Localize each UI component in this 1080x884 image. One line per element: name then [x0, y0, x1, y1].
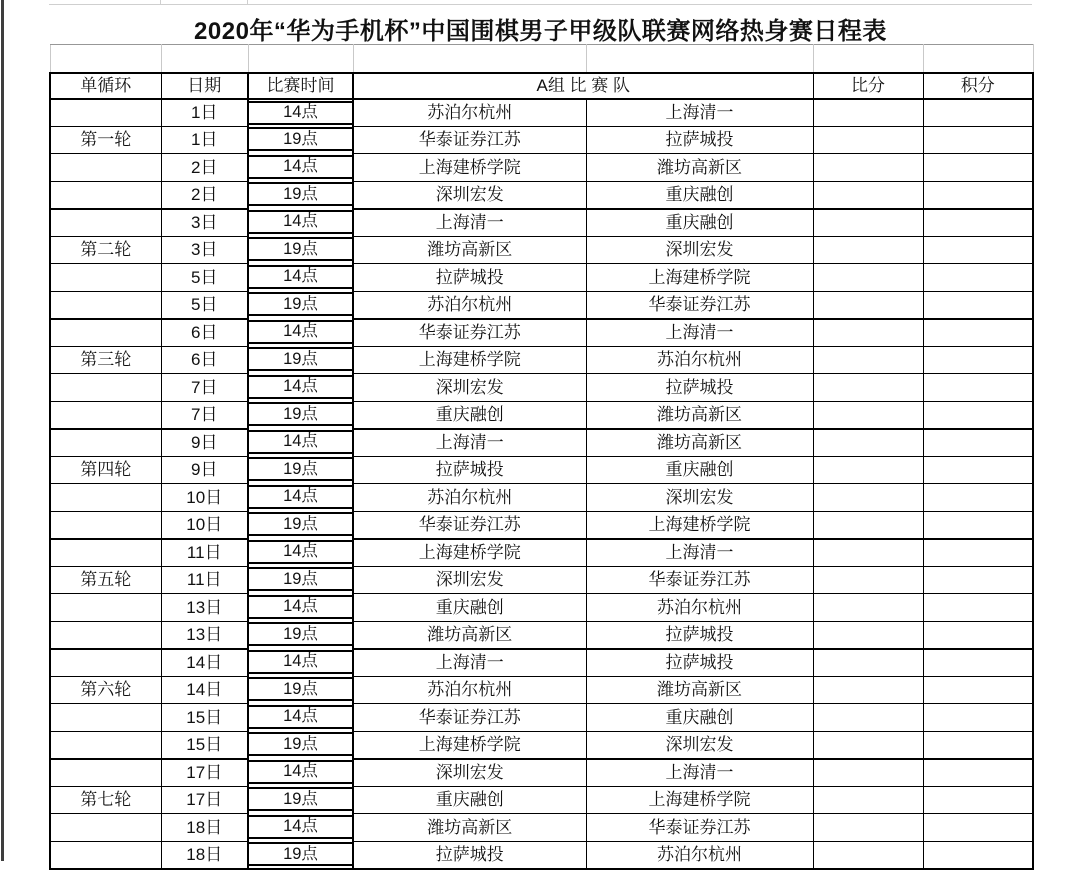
time-value: 14点	[249, 320, 352, 344]
date-cell: 14日	[161, 676, 248, 704]
round-cell	[50, 539, 161, 567]
date-cell: 11日	[161, 566, 248, 594]
points-cell	[923, 566, 1033, 594]
score-cell	[813, 676, 923, 704]
round-cell	[50, 594, 161, 622]
round-cell	[50, 759, 161, 787]
team-b-cell: 深圳宏发	[586, 236, 813, 264]
round-cell	[50, 704, 161, 732]
team-a-cell: 苏泊尔杭州	[353, 99, 586, 127]
time-cell	[248, 621, 353, 649]
table-row	[50, 181, 1033, 209]
team-b-cell: 上海清一	[586, 539, 813, 567]
time-value: 19点	[249, 292, 352, 316]
time-value: 19点	[249, 787, 352, 811]
time-cell	[248, 511, 353, 539]
team-a-cell: 深圳宏发	[353, 374, 586, 402]
team-a-cell: 重庆融创	[353, 786, 586, 814]
score-cell	[813, 759, 923, 787]
date-cell: 1日	[161, 126, 248, 154]
score-cell	[813, 291, 923, 319]
score-cell	[813, 841, 923, 869]
round-cell	[50, 154, 161, 182]
table-row	[50, 319, 1033, 347]
score-cell	[813, 209, 923, 237]
time-cell	[248, 154, 353, 182]
points-cell	[923, 704, 1033, 732]
header-date: 日期	[161, 73, 248, 99]
header-teams: A组 比 赛 队	[353, 73, 813, 99]
time-value: 19点	[249, 567, 352, 591]
table-row	[50, 676, 1033, 704]
date-cell: 5日	[161, 291, 248, 319]
time-value: 19点	[249, 677, 352, 701]
time-cell	[248, 704, 353, 732]
table-row	[50, 401, 1033, 429]
date-cell: 3日	[161, 209, 248, 237]
team-a-cell: 拉萨城投	[353, 456, 586, 484]
date-cell: 15日	[161, 731, 248, 759]
table-row	[50, 236, 1033, 264]
time-cell	[248, 814, 353, 842]
table-row	[50, 264, 1033, 292]
time-cell	[248, 539, 353, 567]
team-a-cell: 重庆融创	[353, 401, 586, 429]
time-value: 14点	[249, 155, 352, 179]
score-cell	[813, 814, 923, 842]
date-cell: 6日	[161, 319, 248, 347]
score-cell	[813, 484, 923, 512]
round-cell: 第五轮	[50, 566, 161, 594]
date-cell: 9日	[161, 456, 248, 484]
spacer-cell	[923, 45, 1033, 73]
table-row	[50, 704, 1033, 732]
score-cell	[813, 154, 923, 182]
table-row	[50, 99, 1033, 127]
top-gridline-remnant	[49, 4, 1032, 5]
time-cell	[248, 209, 353, 237]
date-cell: 2日	[161, 181, 248, 209]
time-cell	[248, 484, 353, 512]
points-cell	[923, 99, 1033, 127]
table-row	[50, 649, 1033, 677]
time-value: 14点	[249, 595, 352, 619]
table-row	[50, 566, 1033, 594]
table-row	[50, 621, 1033, 649]
points-cell	[923, 786, 1033, 814]
team-a-cell: 潍坊高新区	[353, 621, 586, 649]
score-cell	[813, 374, 923, 402]
score-cell	[813, 401, 923, 429]
date-cell: 14日	[161, 649, 248, 677]
spacer-cell	[353, 45, 586, 73]
team-a-cell: 华泰证券江苏	[353, 126, 586, 154]
table-row	[50, 594, 1033, 622]
time-cell	[248, 319, 353, 347]
time-value: 14点	[249, 705, 352, 729]
date-cell: 6日	[161, 346, 248, 374]
time-value: 19点	[249, 127, 352, 151]
time-value: 14点	[249, 430, 352, 454]
round-cell	[50, 291, 161, 319]
time-value: 14点	[249, 540, 352, 564]
score-cell	[813, 704, 923, 732]
team-b-cell: 上海清一	[586, 319, 813, 347]
points-cell	[923, 291, 1033, 319]
time-value: 14点	[249, 375, 352, 399]
table-row	[50, 291, 1033, 319]
score-cell	[813, 346, 923, 374]
time-cell	[248, 236, 353, 264]
time-value: 14点	[249, 210, 352, 234]
date-cell: 10日	[161, 484, 248, 512]
team-b-cell: 潍坊高新区	[586, 154, 813, 182]
table-row	[50, 814, 1033, 842]
team-a-cell: 华泰证券江苏	[353, 704, 586, 732]
date-cell: 9日	[161, 429, 248, 457]
round-cell	[50, 841, 161, 869]
team-b-cell: 华泰证券江苏	[586, 291, 813, 319]
score-cell	[813, 456, 923, 484]
team-a-cell: 深圳宏发	[353, 759, 586, 787]
time-cell	[248, 429, 353, 457]
date-cell: 7日	[161, 374, 248, 402]
team-b-cell: 深圳宏发	[586, 484, 813, 512]
spacer-cell	[813, 45, 923, 73]
table-row	[50, 209, 1033, 237]
score-cell	[813, 126, 923, 154]
time-value: 14点	[249, 265, 352, 289]
gridline-tick	[247, 0, 248, 5]
header-time: 比赛时间	[248, 73, 353, 99]
round-cell: 第一轮	[50, 126, 161, 154]
team-a-cell: 上海建桥学院	[353, 731, 586, 759]
table-row	[50, 759, 1033, 787]
team-b-cell: 上海清一	[586, 759, 813, 787]
points-cell	[923, 456, 1033, 484]
time-value: 19点	[249, 622, 352, 646]
date-cell: 11日	[161, 539, 248, 567]
points-cell	[923, 154, 1033, 182]
round-cell	[50, 814, 161, 842]
time-cell	[248, 676, 353, 704]
header-row	[50, 73, 1033, 99]
time-cell	[248, 594, 353, 622]
team-a-cell: 苏泊尔杭州	[353, 291, 586, 319]
date-cell: 3日	[161, 236, 248, 264]
schedule-table	[49, 44, 1034, 870]
spacer-cell	[586, 45, 813, 73]
round-cell	[50, 429, 161, 457]
points-cell	[923, 841, 1033, 869]
team-b-cell: 苏泊尔杭州	[586, 594, 813, 622]
time-cell	[248, 126, 353, 154]
time-value: 14点	[249, 760, 352, 784]
time-cell	[248, 566, 353, 594]
time-value: 19点	[249, 347, 352, 371]
date-cell: 17日	[161, 759, 248, 787]
points-cell	[923, 814, 1033, 842]
team-a-cell: 拉萨城投	[353, 841, 586, 869]
points-cell	[923, 759, 1033, 787]
time-cell	[248, 181, 353, 209]
score-cell	[813, 731, 923, 759]
points-cell	[923, 539, 1033, 567]
time-cell	[248, 649, 353, 677]
time-cell	[248, 291, 353, 319]
round-cell	[50, 621, 161, 649]
team-a-cell: 上海清一	[353, 649, 586, 677]
table-row	[50, 456, 1033, 484]
round-cell: 第六轮	[50, 676, 161, 704]
score-cell	[813, 621, 923, 649]
team-b-cell: 上海建桥学院	[586, 264, 813, 292]
round-cell	[50, 181, 161, 209]
table-row	[50, 511, 1033, 539]
time-value: 19点	[249, 512, 352, 536]
round-cell	[50, 319, 161, 347]
spacer-cell	[248, 45, 353, 73]
page-title: 2020年“华为手机杯”中国围棋男子甲级队联赛网络热身赛日程表	[194, 18, 887, 45]
date-cell: 18日	[161, 814, 248, 842]
points-cell	[923, 126, 1033, 154]
team-a-cell: 华泰证券江苏	[353, 511, 586, 539]
round-cell: 第二轮	[50, 236, 161, 264]
team-b-cell: 拉萨城投	[586, 374, 813, 402]
table-row	[50, 731, 1033, 759]
round-cell	[50, 99, 161, 127]
header-score: 比分	[813, 73, 923, 99]
time-cell	[248, 456, 353, 484]
date-cell: 5日	[161, 264, 248, 292]
team-b-cell: 苏泊尔杭州	[586, 346, 813, 374]
team-a-cell: 上海建桥学院	[353, 154, 586, 182]
team-a-cell: 上海建桥学院	[353, 539, 586, 567]
team-a-cell: 拉萨城投	[353, 264, 586, 292]
table-row	[50, 786, 1033, 814]
time-cell	[248, 841, 353, 869]
team-a-cell: 上海清一	[353, 209, 586, 237]
points-cell	[923, 181, 1033, 209]
team-a-cell: 潍坊高新区	[353, 814, 586, 842]
date-cell: 17日	[161, 786, 248, 814]
date-cell: 2日	[161, 154, 248, 182]
team-b-cell: 重庆融创	[586, 181, 813, 209]
round-cell	[50, 649, 161, 677]
points-cell	[923, 264, 1033, 292]
score-cell	[813, 566, 923, 594]
team-a-cell: 华泰证券江苏	[353, 319, 586, 347]
table-row	[50, 539, 1033, 567]
score-cell	[813, 429, 923, 457]
score-cell	[813, 594, 923, 622]
time-value: 19点	[249, 732, 352, 756]
time-value: 14点	[249, 815, 352, 839]
date-cell: 18日	[161, 841, 248, 869]
score-cell	[813, 649, 923, 677]
team-b-cell: 重庆融创	[586, 209, 813, 237]
round-cell: 第三轮	[50, 346, 161, 374]
points-cell	[923, 236, 1033, 264]
date-cell: 10日	[161, 511, 248, 539]
table-row	[50, 484, 1033, 512]
points-cell	[923, 484, 1033, 512]
time-value: 14点	[249, 101, 352, 125]
time-cell	[248, 731, 353, 759]
table-row	[50, 374, 1033, 402]
time-cell	[248, 786, 353, 814]
time-cell	[248, 99, 353, 127]
score-cell	[813, 511, 923, 539]
points-cell	[923, 401, 1033, 429]
points-cell	[923, 319, 1033, 347]
table-row	[50, 154, 1033, 182]
score-cell	[813, 539, 923, 567]
date-cell: 15日	[161, 704, 248, 732]
team-a-cell: 苏泊尔杭州	[353, 676, 586, 704]
time-cell	[248, 759, 353, 787]
team-a-cell: 潍坊高新区	[353, 236, 586, 264]
score-cell	[813, 236, 923, 264]
round-cell: 第七轮	[50, 786, 161, 814]
header-round: 单循环	[50, 73, 161, 99]
round-cell	[50, 264, 161, 292]
team-b-cell: 华泰证券江苏	[586, 814, 813, 842]
time-value: 14点	[249, 650, 352, 674]
points-cell	[923, 731, 1033, 759]
score-cell	[813, 99, 923, 127]
spacer-row	[50, 45, 1033, 73]
date-cell: 13日	[161, 621, 248, 649]
team-a-cell: 深圳宏发	[353, 181, 586, 209]
score-cell	[813, 786, 923, 814]
team-b-cell: 拉萨城投	[586, 649, 813, 677]
gridline-tick	[160, 0, 161, 5]
time-value: 19点	[249, 457, 352, 481]
round-cell: 第四轮	[50, 456, 161, 484]
points-cell	[923, 374, 1033, 402]
round-cell	[50, 484, 161, 512]
team-b-cell: 苏泊尔杭州	[586, 841, 813, 869]
round-cell	[50, 731, 161, 759]
team-b-cell: 拉萨城投	[586, 126, 813, 154]
date-cell: 1日	[161, 99, 248, 127]
table-row	[50, 346, 1033, 374]
time-value: 19点	[249, 842, 352, 866]
team-b-cell: 上海清一	[586, 99, 813, 127]
time-value: 19点	[249, 237, 352, 261]
score-cell	[813, 319, 923, 347]
page-left-edge	[1, 0, 4, 861]
table-row	[50, 429, 1033, 457]
team-b-cell: 潍坊高新区	[586, 401, 813, 429]
table-row	[50, 841, 1033, 869]
team-b-cell: 重庆融创	[586, 456, 813, 484]
points-cell	[923, 621, 1033, 649]
time-value: 19点	[249, 182, 352, 206]
team-a-cell: 上海清一	[353, 429, 586, 457]
team-a-cell: 重庆融创	[353, 594, 586, 622]
score-cell	[813, 181, 923, 209]
score-cell	[813, 264, 923, 292]
team-b-cell: 潍坊高新区	[586, 429, 813, 457]
time-cell	[248, 401, 353, 429]
team-b-cell: 拉萨城投	[586, 621, 813, 649]
team-b-cell: 上海建桥学院	[586, 511, 813, 539]
team-b-cell: 上海建桥学院	[586, 786, 813, 814]
table-row	[50, 126, 1033, 154]
time-cell	[248, 346, 353, 374]
time-cell	[248, 264, 353, 292]
points-cell	[923, 594, 1033, 622]
schedule-body	[50, 99, 1033, 869]
round-cell	[50, 511, 161, 539]
date-cell: 7日	[161, 401, 248, 429]
spacer-cell	[161, 45, 248, 73]
team-b-cell: 重庆融创	[586, 704, 813, 732]
team-b-cell: 潍坊高新区	[586, 676, 813, 704]
date-cell: 13日	[161, 594, 248, 622]
points-cell	[923, 511, 1033, 539]
team-a-cell: 苏泊尔杭州	[353, 484, 586, 512]
round-cell	[50, 401, 161, 429]
team-b-cell: 华泰证券江苏	[586, 566, 813, 594]
team-b-cell: 深圳宏发	[586, 731, 813, 759]
points-cell	[923, 676, 1033, 704]
spacer-cell	[50, 45, 161, 73]
round-cell	[50, 209, 161, 237]
time-value: 14点	[249, 485, 352, 509]
team-a-cell: 深圳宏发	[353, 566, 586, 594]
header-points: 积分	[923, 73, 1033, 99]
points-cell	[923, 429, 1033, 457]
points-cell	[923, 649, 1033, 677]
time-value: 19点	[249, 402, 352, 426]
time-cell	[248, 374, 353, 402]
points-cell	[923, 209, 1033, 237]
points-cell	[923, 346, 1033, 374]
team-a-cell: 上海建桥学院	[353, 346, 586, 374]
round-cell	[50, 374, 161, 402]
